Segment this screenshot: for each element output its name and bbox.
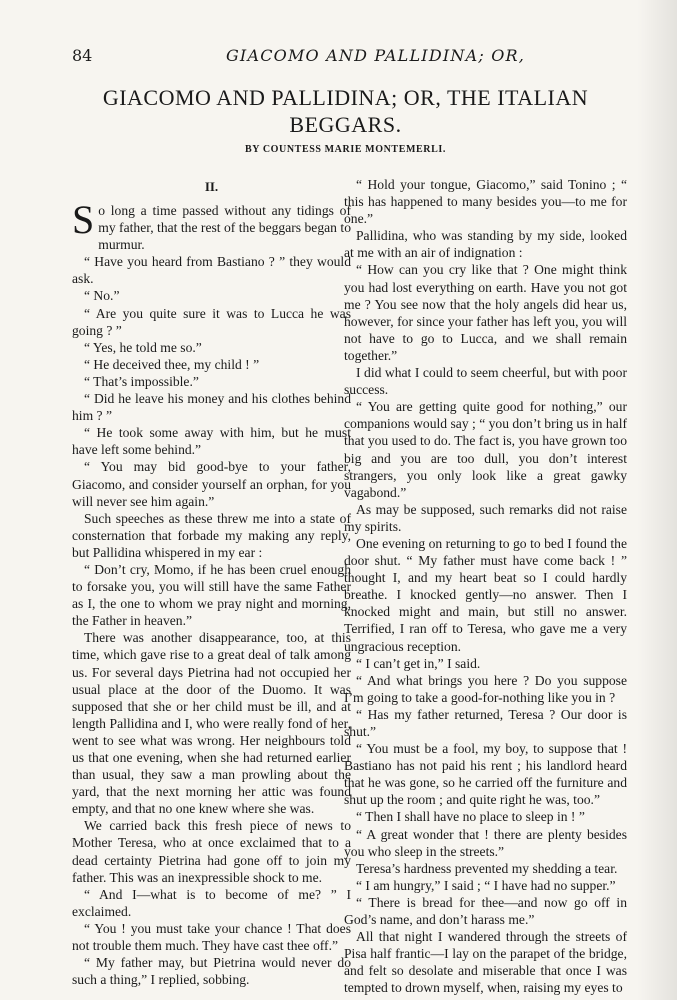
paragraph-text: o long a time passed without any tidings of my father, that the rest of the beggars began to murmur. <box>98 203 351 253</box>
section-numeral: II. <box>204 179 219 194</box>
paragraph: “ I am hungry,” I said ; “ I have had no supper.” <box>356 877 616 893</box>
paragraph: “ You must be a fool, my boy, to suppose that ! Bastiano has not paid his rent ; his landlord heard that he was gone, so he carried off the furniture and shut up the room ; and quite right he was, too.” <box>344 741 627 808</box>
dropcap: S <box>72 197 95 242</box>
paragraph: “ Hold your tongue, Giacomo,” said Tonino ; “ this has happened to many besides you—to me for one.” <box>344 177 627 227</box>
running-title: GIACOMO AND PALLIDINA; OR, <box>225 46 526 65</box>
running-head <box>72 46 619 68</box>
paragraph: “ Did he leave his money and his clothes behind him ? ” <box>72 391 351 424</box>
paragraph: “ Yes, he told me so.” <box>84 339 202 355</box>
paragraph: “ Don’t cry, Momo, if he has been cruel enough to forsake you, you will still have the same Father as I, the one to whom we pray night and morning, the Father in heaven.” <box>72 561 351 629</box>
paragraph: “ That’s impossible.” <box>84 373 199 389</box>
page-number: 84 <box>72 46 93 65</box>
paragraph: “ No.” <box>84 288 120 304</box>
paragraph: “ I can’t get in,” I said. <box>356 655 481 671</box>
byline: BY COUNTESS MARIE MONTEMERLI. <box>245 144 446 155</box>
paragraph: “ How can you cry like that ? One might think you had lost everything on earth. Have you not got me ? You see now that the holy angels did hear us, however, for since your father has left you, you will not have to go to Lucca, and we shall remain together.” <box>344 262 627 363</box>
paragraph: “ There is bread for thee—and now go off in God’s name, and don’t harass me.” <box>344 894 627 928</box>
paragraph: There was another disappearance, too, at this time, which gave rise to a great deal of talk among us. For several days Pietrina had not occupied her usual place at the door of the Duomo. It was supposed that she or her child must be ill, and at length Pallidina and I, who were really fond of her, went to see what was wrong. Her neighbours told us that one evening, when she had returned earlier than usual, they saw a man prowling about the yard, that the next morning her attic was found empty, and that no one knew where she was. <box>72 630 351 817</box>
paragraph: “ Have you heard from Bastiano ? ” they would ask. <box>72 254 351 287</box>
paragraph: All that night I wandered through the streets of Pisa half frantic—I lay on the parapet of the bridge, and felt so desolate and miserable that once I was tempted to drown myself, when, raising my eyes to <box>344 929 627 996</box>
paragraph: Teresa’s hardness prevented my shedding a tear. <box>356 860 618 876</box>
paragraph: “ A great wonder that ! there are plenty besides you who sleep in the streets.” <box>344 826 627 859</box>
paragraph: “ My father may, but Pietrina would never do such a thing,” I replied, sobbing. <box>72 955 351 988</box>
paragraph <box>72 197 351 253</box>
paragraph: “ And what brings you here ? Do you suppose I’m going to take a good-for-nothing like you in ? <box>344 672 627 705</box>
paragraph: One evening on returning to go to bed I found the door shut. “ My father must have come back ! ” thought I, and my heart beat so I could hardly breathe. I knocked gently—no answer. Then I knocked might and main, but still no answer. Terrified, I ran off to Teresa, who gave me a very ungracious reception. <box>344 535 627 654</box>
paragraph: “ You are getting quite good for nothing,” our companions would say ; “ you don’t bring us in half that you used to do. The fact is, you have grown too big and you are too dull, you don’t interest strangers, you only look like a great gawky vagabond.” <box>344 399 627 500</box>
paragraph: “ He deceived thee, my child ! ” <box>84 356 260 372</box>
paragraph: “ He took some away with him, but he must have left some behind.” <box>72 425 351 458</box>
paragraph: As may be supposed, such remarks did not raise my spirits. <box>344 501 627 534</box>
paragraph: I did what I could to seem cheerful, but with poor success. <box>344 365 627 398</box>
paragraph: “ Are you quite sure it was to Lucca he was going ? ” <box>72 305 351 338</box>
page-edge-shadow <box>637 0 677 1000</box>
paragraph: Pallidina, who was standing by my side, looked at me with an air of indignation : <box>344 228 627 261</box>
right-column <box>344 176 627 997</box>
paragraph: “ Has my father returned, Teresa ? Our door is shut.” <box>344 706 627 739</box>
paragraph: “ And I—what is to become of me? ” I exclaimed. <box>72 886 351 919</box>
paragraph: Such speeches as these threw me into a state of consternation that forbade my making any reply, but Pallidina whispered in my ear : <box>72 510 351 560</box>
paragraph: “ You may bid good-bye to your father, Giacomo, and consider yourself an orphan, for you will never see him again.” <box>72 459 351 509</box>
left-column <box>72 178 351 988</box>
paragraph: We carried back this fresh piece of news to Mother Teresa, who at once exclaimed that to a dead certainty Pietrina had gone off to join my father. This was an inexpressible shock to me. <box>72 818 351 885</box>
article-title: GIACOMO AND PALLIDINA; OR, THE ITALIAN BEGGARS. <box>102 85 589 137</box>
paragraph: “ You ! you must take your chance ! That does not trouble them much. They have cast thee off.” <box>72 920 351 954</box>
paragraph: “ Then I shall have no place to sleep in ! ” <box>356 809 585 825</box>
